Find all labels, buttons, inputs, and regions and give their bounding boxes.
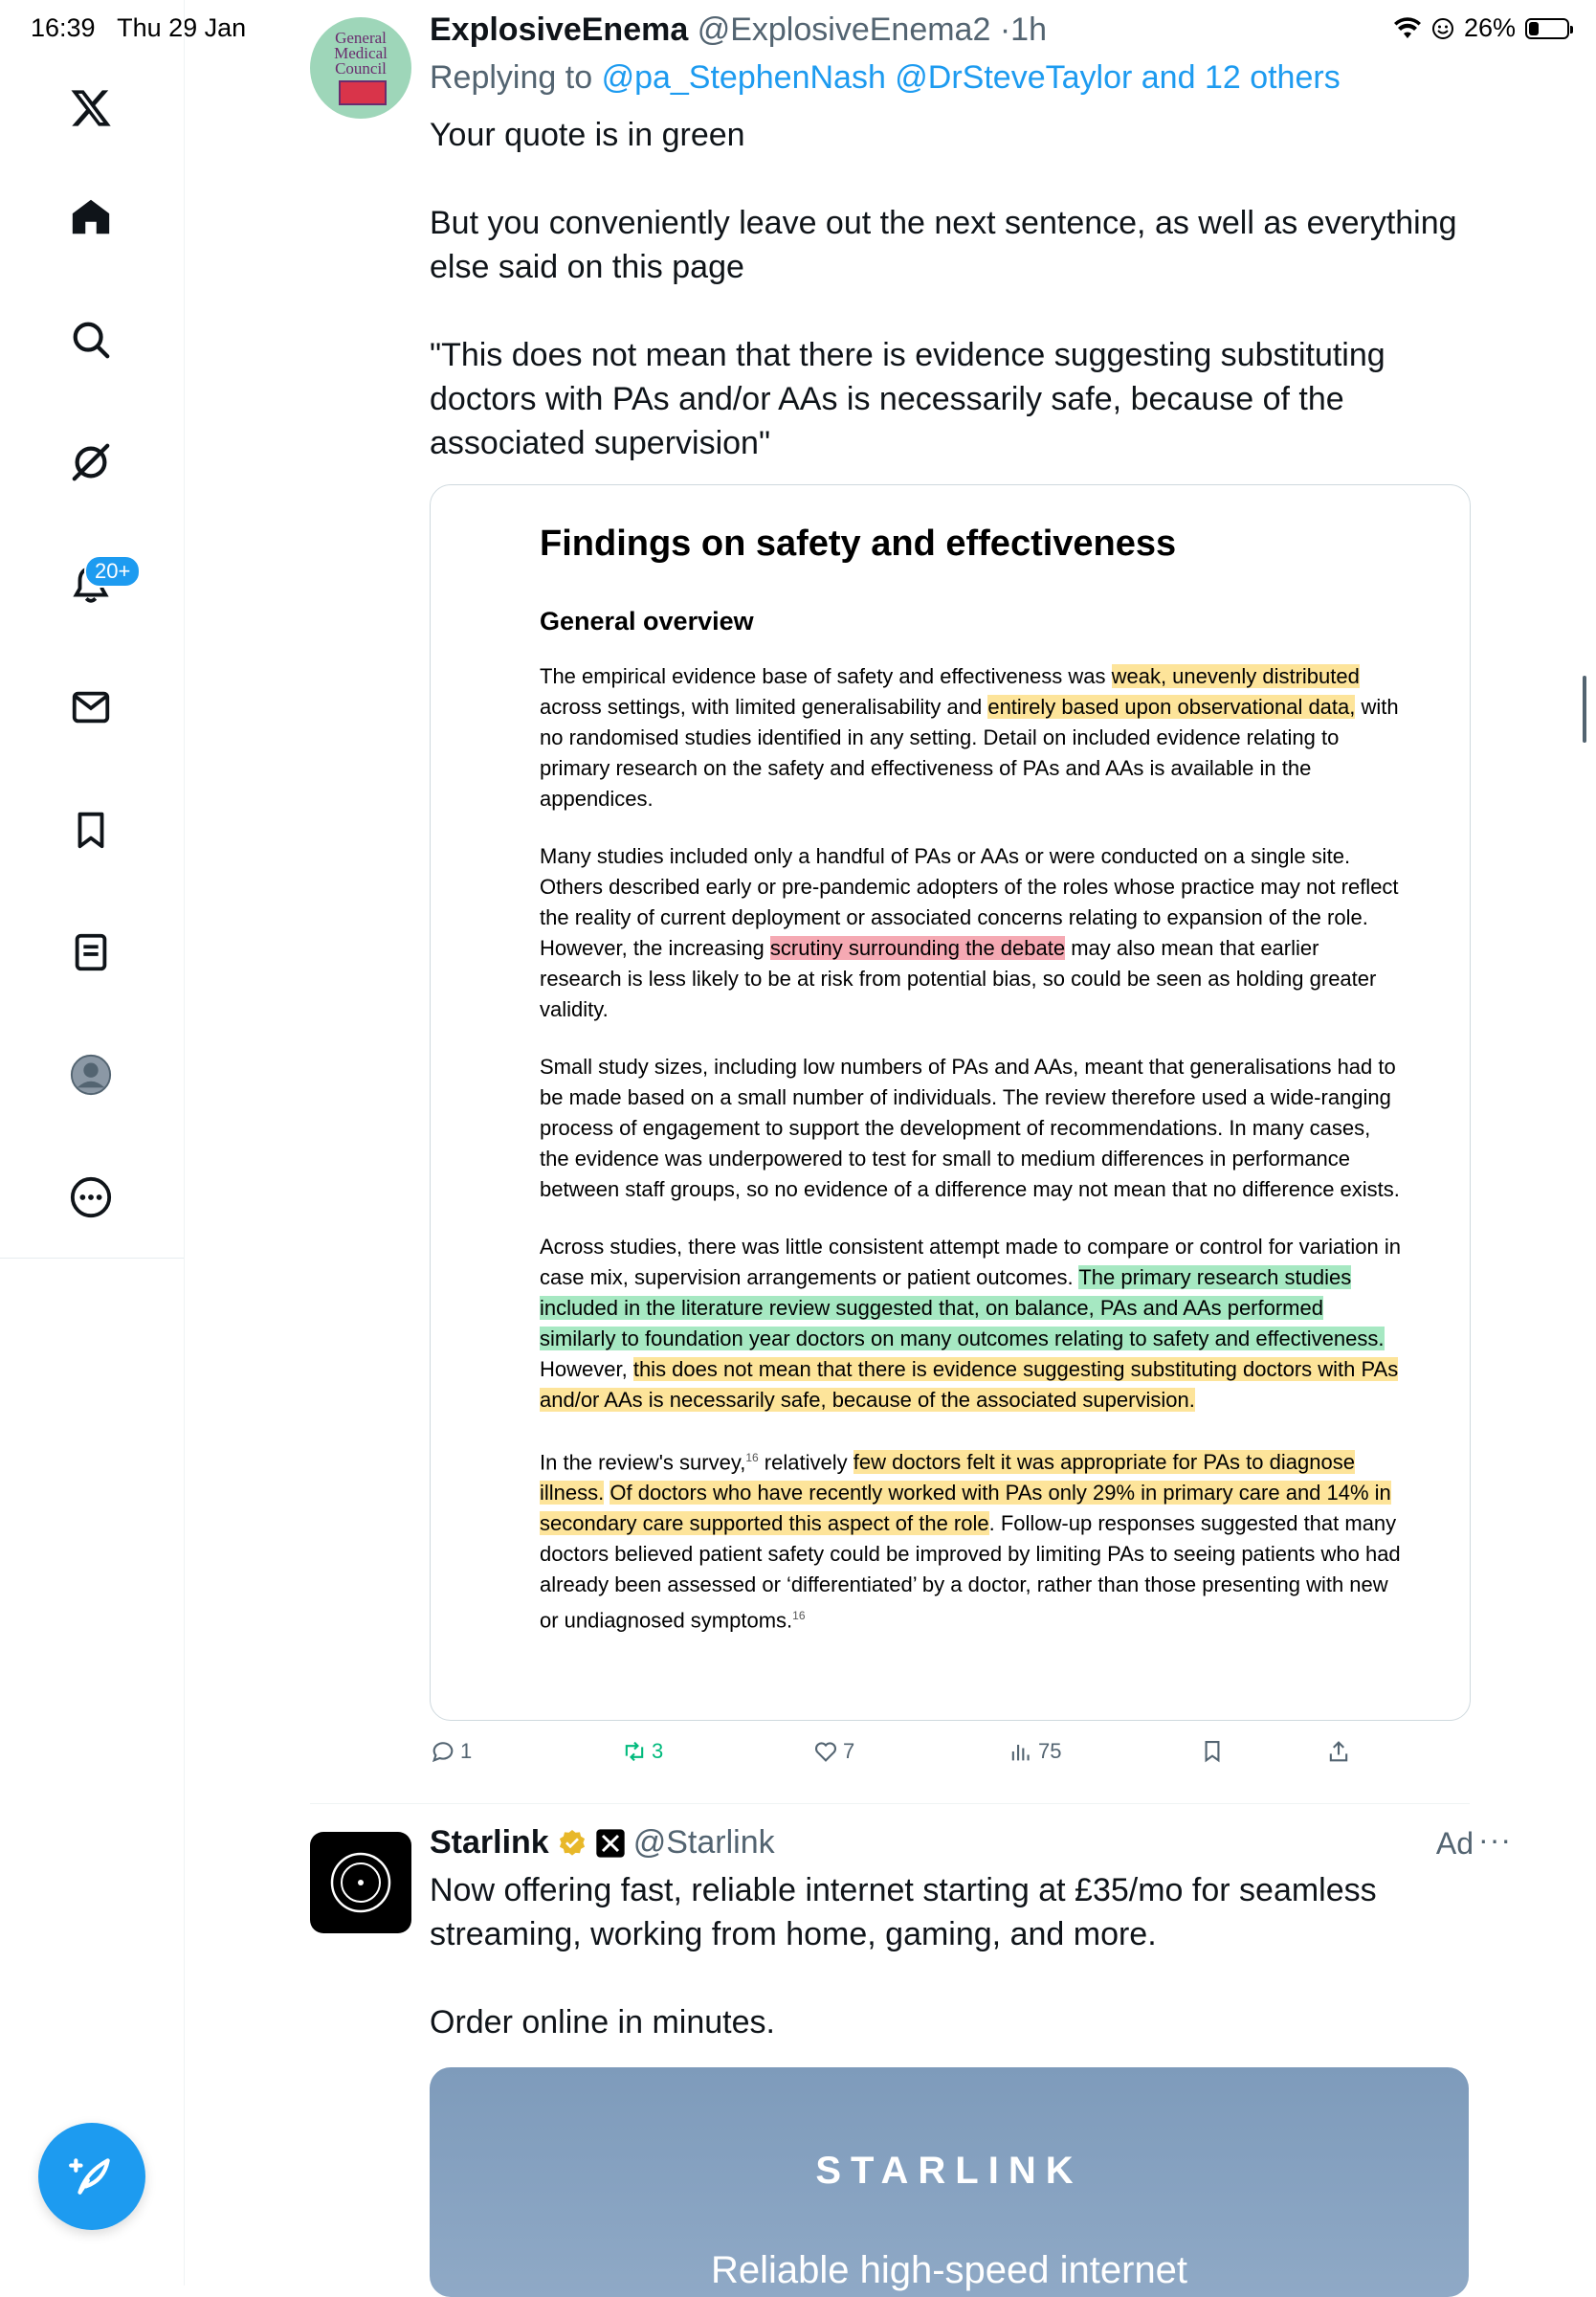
bookmarks-icon[interactable] <box>63 802 119 858</box>
ad-author-handle[interactable]: @Starlink <box>632 1824 775 1861</box>
ad-text-line: Order online in minutes. <box>430 2004 775 2041</box>
document-title: Findings on safety and effectiveness <box>540 524 1177 564</box>
document-paragraph-5: In the review's survey,$^{16}$ relatively few doctors felt it was appropriate for PAs to diagnose illness. Of doctors who have recently worked with PAs only 29% in primary care and 14% in secondary care supported this aspect of the role. Follow-up responses suggested that many doctors believed patient safety could be improved by limiting PAs to seeing patients who had already been assessed or ‘differentiated’ by a doctor, rather than those presenting with new or undiagnosed symptoms.$^{16}$ <box>540 1450 1401 1633</box>
document-paragraph-2: Many studies included only a handful of PAs or AAs or were conducted on a single site. Others described early or pre-pandemic adopters of the roles whose practice may not reflect the reality of current deployment or associated concerns relating to expansion of the role. However, the increasing scrutiny surrounding the debate may also mean that earlier research is less likely to be at risk from potential bias, so could be seen as holding greater validity. <box>540 844 1399 1021</box>
reply-button[interactable] <box>430 1738 472 1765</box>
home-icon[interactable] <box>63 190 119 245</box>
author-handle[interactable]: @ExplosiveEnema2 <box>697 11 991 48</box>
sidebar <box>0 0 185 2286</box>
tweet-text-line: But you conveniently leave out the next sentence, as well as everything else said on this page <box>430 205 1457 285</box>
tweet-text-line: "This does not mean that there is evidence suggesting substituting doctors with PAs and/or AAs is necessarily safe, because of the associated supervision" <box>430 337 1385 461</box>
highlight-yellow: few doctors felt it was appropriate for PAs to diagnose illness. <box>540 1450 1355 1505</box>
author-name[interactable]: ExplosiveEnema <box>430 11 689 48</box>
messages-icon[interactable] <box>63 680 119 735</box>
attached-document-image[interactable] <box>430 484 1471 1721</box>
lists-icon[interactable] <box>63 925 119 980</box>
document-paragraph-1: The empirical evidence base of safety and effectiveness was weak, unevenly distributed across settings, with limited generalisability and entirely based upon observational data, with no randomised studies identified in any setting. Detail on included evidence relating to primary research on the safety and effectiveness of PAs and AAs is available in the appendices. <box>540 664 1399 811</box>
bookmark-icon <box>1199 1738 1226 1765</box>
avatar-logo-text: General Medical Council <box>334 29 388 78</box>
highlight-green: The primary research studies included in the literature review suggested that, on balance, PAs and AAs performed similarly to foundation year doctors on many outcomes relating to safety and effectiveness. <box>540 1265 1385 1350</box>
focus-smiley-icon <box>1431 17 1454 40</box>
view-count: 75 <box>1038 1739 1062 1763</box>
reply-icon <box>430 1738 456 1765</box>
tweet-actions <box>430 1738 1469 1776</box>
highlight-yellow: weak, unevenly distributed <box>1111 664 1360 688</box>
starlink-avatar[interactable] <box>310 1832 411 1933</box>
tweet-text <box>430 113 1482 509</box>
replying-prefix: Replying to <box>430 59 593 96</box>
document-paragraph-3: Small study sizes, including low numbers of PAs and AAs, meant that generalisations had to be made based on a small number of individuals. The review therefore used a wide-ranging process of engagement to support the development of recommendations. In many cases, the evidence was underpowered to test for small to medium differences in performance between staff groups, so no evidence of a difference may not mean that no difference exists. <box>540 1055 1400 1201</box>
bookmark-button[interactable] <box>1199 1738 1226 1765</box>
highlight-yellow: Of doctors who have recently worked with PAs only 29% in primary care and 14% in secondary care supported this aspect of the role <box>540 1481 1391 1536</box>
ad-label: Ad <box>1435 1826 1474 1861</box>
scrollbar[interactable] <box>1583 676 1586 743</box>
replying-to-users[interactable]: @pa_StephenNash @DrSteveTaylor and 12 others <box>601 59 1341 96</box>
document-subtitle: General overview <box>540 607 754 636</box>
sidebar-divider <box>0 1258 184 1259</box>
status-time: 16:39 Thu 29 Jan <box>31 13 247 42</box>
share-button[interactable] <box>1325 1738 1352 1765</box>
verified-gold-badge-icon <box>557 1828 587 1859</box>
views-button[interactable] <box>1008 1738 1061 1765</box>
ad-text-line: Now offering fast, reliable internet starting at £35/mo for seamless streaming, working from home, gaming, and more. <box>430 1872 1377 1952</box>
tweet-text-line: Your quote is in green <box>430 117 745 153</box>
x-logo-icon[interactable] <box>63 80 119 136</box>
profile-avatar-icon[interactable] <box>63 1047 119 1103</box>
grok-icon[interactable] <box>63 435 119 490</box>
ad-media-brand: STARLINK <box>815 2150 1083 2192</box>
notifications-badge: 20+ <box>84 555 141 588</box>
avatar-logo-graphic <box>339 80 387 105</box>
repost-icon <box>621 1738 648 1765</box>
separator-dot: · <box>999 11 1011 48</box>
replying-to <box>430 59 1341 97</box>
like-button[interactable] <box>812 1738 854 1765</box>
ad-text <box>430 1868 1482 2088</box>
ad-more-menu[interactable]: ··· <box>1478 1822 1512 1857</box>
ad-media-image[interactable] <box>430 2067 1469 2297</box>
battery-icon <box>1525 18 1569 39</box>
views-chart-icon <box>1008 1738 1034 1765</box>
status-indicators <box>1393 13 1569 43</box>
x-affiliate-badge-icon <box>595 1828 626 1859</box>
footnote-ref: 16 <box>745 1451 759 1464</box>
compose-feather-icon <box>68 2152 116 2200</box>
highlight-yellow: entirely based upon observational data, <box>987 695 1356 719</box>
starlink-logo-icon <box>324 1846 397 1919</box>
search-icon[interactable] <box>63 312 119 368</box>
author-avatar[interactable] <box>310 17 411 119</box>
compose-button[interactable] <box>38 2123 145 2230</box>
tweet-time[interactable]: 1h <box>1010 11 1047 48</box>
footnote-ref: 16 <box>792 1609 806 1623</box>
ad-author-name[interactable]: Starlink <box>430 1824 549 1861</box>
ad-author-line <box>430 1824 775 1862</box>
tweet-author-line <box>430 11 1047 49</box>
ad-media-subline: Reliable high-speed internet <box>710 2249 1188 2291</box>
share-icon <box>1325 1738 1352 1765</box>
highlight-pink: scrutiny surrounding the debate <box>769 936 1066 960</box>
repost-button[interactable] <box>621 1738 663 1765</box>
more-icon[interactable] <box>63 1170 119 1225</box>
tweet-divider <box>310 1803 1470 1804</box>
highlight-yellow: this does not mean that there is evidence suggesting substituting doctors with PAs and/or AAs is necessarily safe, because of the associated supervision. <box>540 1357 1399 1412</box>
battery-percent: 26% <box>1463 13 1516 42</box>
repost-count: 3 <box>652 1739 664 1763</box>
like-count: 7 <box>843 1739 855 1763</box>
like-heart-icon <box>812 1738 839 1765</box>
reply-count: 1 <box>460 1739 473 1763</box>
document-paragraph-4: Across studies, there was little consistent attempt made to compare or control for variation in case mix, supervision arrangements or patient outcomes. The primary research studies included in the literature review suggested that, on balance, PAs and AAs performed similarly to foundation year doctors on many outcomes relating to safety and effectiveness. However, this does not mean that there is evidence suggesting substituting doctors with PAs and/or AAs is necessarily safe, because of the associated supervision. <box>540 1235 1401 1412</box>
wifi-icon <box>1393 17 1422 40</box>
